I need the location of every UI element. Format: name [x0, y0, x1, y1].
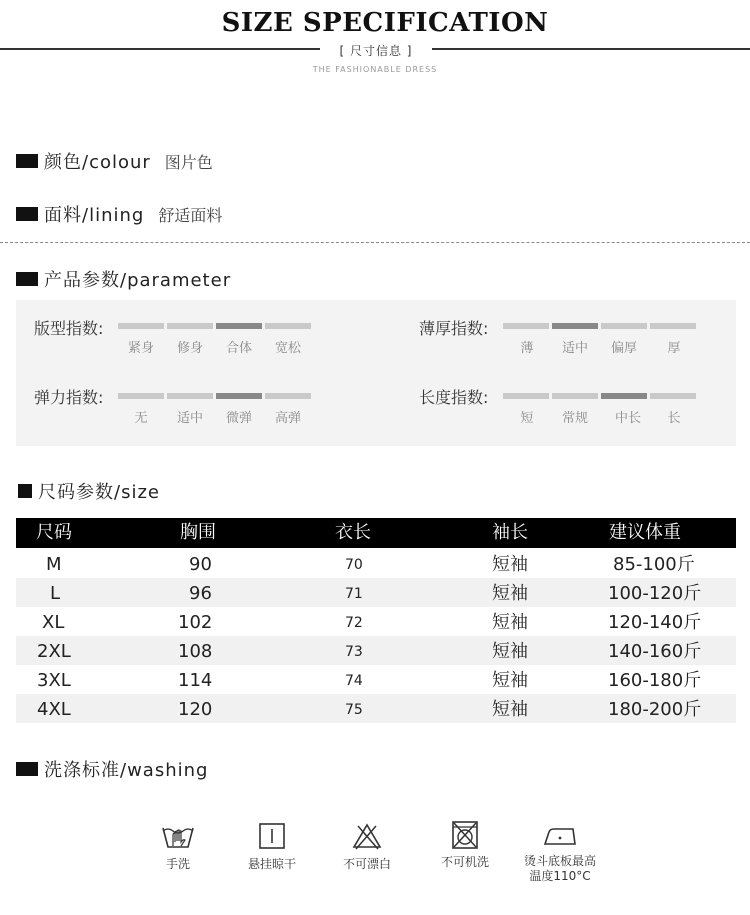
- scale-segment: [503, 393, 549, 399]
- scale-option: 修身: [176, 341, 203, 356]
- cell-length: 73: [345, 644, 363, 660]
- cell-sleeve: 短袖: [492, 699, 528, 720]
- header-sleeve: 袖长: [492, 522, 528, 543]
- cell-weight: 180-200斤: [608, 699, 702, 720]
- scale-option: 短: [520, 411, 534, 426]
- cell-size: 4XL: [37, 699, 71, 720]
- lining-label: 面料/lining: [44, 205, 145, 226]
- cell-length: 72: [345, 615, 363, 631]
- cell-weight: 140-160斤: [608, 641, 702, 662]
- wash-item-hand-wash: [133, 822, 223, 872]
- cell-size: 2XL: [37, 641, 71, 662]
- table-row: [16, 694, 736, 723]
- header-rule-right: [432, 48, 750, 50]
- page-title: SIZE SPECIFICATION: [221, 8, 549, 38]
- washing-label: 洗涤标准/washing: [44, 760, 209, 781]
- cell-weight: 85-100斤: [613, 554, 695, 575]
- scale-segment: [650, 323, 696, 329]
- cell-length: 70: [345, 557, 363, 573]
- parameter-section: [16, 266, 231, 292]
- iron-icon: [541, 824, 579, 848]
- colour-label: 颜色/colour: [44, 152, 151, 173]
- scale-segment: [601, 323, 647, 329]
- cell-length: 74: [345, 673, 363, 689]
- scale-label: 弹力指数:: [34, 388, 104, 407]
- header-chest: 胸围: [180, 522, 216, 543]
- scale-option: 微弹: [225, 411, 252, 426]
- scale-segment: [265, 393, 311, 399]
- bullet-square: [16, 207, 38, 221]
- cell-size: L: [50, 583, 61, 604]
- table-header: [16, 518, 736, 548]
- table-row: [16, 665, 736, 694]
- scale-option: 厚: [667, 341, 681, 356]
- table-row: [16, 636, 736, 665]
- bullet-square: [16, 762, 38, 776]
- scale-segment: [265, 323, 311, 329]
- scale-segment: [216, 393, 262, 399]
- bullet-square: [16, 272, 38, 286]
- table-row: [16, 607, 736, 636]
- scale-option: 宽松: [274, 341, 301, 356]
- parameter-panel: [16, 300, 736, 446]
- page-tagline: THE FASHIONABLE DRESS: [312, 65, 438, 74]
- wash-item-hang-dry: [227, 822, 317, 872]
- cell-sleeve: 短袖: [492, 554, 528, 575]
- size-label: 尺码参数/size: [38, 482, 160, 503]
- scale-option: 适中: [561, 341, 588, 356]
- lining-value: 舒适面料: [158, 205, 223, 225]
- wash-label: 不可机洗: [440, 855, 489, 869]
- scale-segment: [118, 323, 164, 329]
- bullet-square: [16, 154, 38, 168]
- hand-wash-icon: [161, 822, 195, 850]
- cell-weight: 120-140斤: [608, 612, 702, 633]
- cell-sleeve: 短袖: [492, 583, 528, 604]
- wash-label: 烫斗底板最高 温度110°C: [523, 854, 596, 883]
- cell-chest: 108: [178, 641, 213, 662]
- scale-segment: [216, 323, 262, 329]
- cell-sleeve: 短袖: [492, 641, 528, 662]
- scale-option: 长: [667, 411, 681, 426]
- scale-option: 常规: [561, 411, 588, 426]
- scale-option: 适中: [176, 411, 203, 426]
- scale-option: 高弹: [274, 411, 301, 426]
- header-weight: 建议体重: [609, 522, 681, 543]
- cell-chest: 102: [178, 612, 213, 633]
- hang-dry-icon: [257, 822, 287, 850]
- scale-option: 无: [134, 411, 148, 426]
- lining-section: [16, 201, 222, 227]
- scale-segment: [601, 393, 647, 399]
- wash-label: 手洗: [165, 857, 190, 871]
- wash-label: 不可漂白: [342, 857, 391, 871]
- washing-section: [16, 756, 208, 782]
- cell-sleeve: 短袖: [492, 670, 528, 691]
- scale-segment: [167, 393, 213, 399]
- scale-segment: [118, 393, 164, 399]
- cell-chest: 96: [189, 583, 212, 604]
- cell-size: 3XL: [37, 670, 71, 691]
- scale-segment: [503, 323, 549, 329]
- cell-size: M: [46, 554, 62, 575]
- section-divider: [0, 242, 750, 243]
- cell-weight: 100-120斤: [608, 583, 702, 604]
- no-machine-wash-icon: [450, 820, 480, 850]
- scale-segment: [552, 323, 598, 329]
- table-row: [16, 549, 736, 578]
- scale-option: 合体: [225, 341, 252, 356]
- parameter-label: 产品参数/parameter: [44, 270, 232, 291]
- cell-chest: 114: [178, 670, 213, 691]
- size-section: [18, 478, 160, 504]
- scale-option: 薄: [520, 341, 534, 356]
- cell-chest: 120: [178, 699, 213, 720]
- scale-label: 版型指数:: [34, 319, 104, 338]
- no-bleach-icon: [351, 822, 383, 850]
- cell-weight: 160-180斤: [608, 670, 702, 691]
- header-length: 衣长: [335, 522, 371, 543]
- wash-item-no-bleach: [322, 822, 412, 872]
- page-subtitle: [ 尺寸信息 ]: [339, 44, 413, 58]
- scale-option: 紧身: [127, 341, 154, 356]
- scale-label: 薄厚指数:: [419, 319, 489, 338]
- wash-item-no-machine-wash: [420, 820, 510, 870]
- wash-label: 悬挂晾干: [247, 857, 296, 871]
- scale-option: 偏厚: [610, 341, 637, 356]
- cell-size: XL: [42, 612, 65, 633]
- header-rule-left: [0, 48, 320, 50]
- cell-sleeve: 短袖: [492, 612, 528, 633]
- scale-label: 长度指数:: [419, 388, 489, 407]
- cell-length: 75: [345, 702, 363, 718]
- colour-value: 图片色: [164, 152, 213, 172]
- header-size: 尺码: [36, 522, 72, 543]
- colour-section: [16, 148, 213, 174]
- wash-item-iron: [515, 824, 605, 884]
- table-row: [16, 578, 736, 607]
- cell-chest: 90: [189, 554, 212, 575]
- scale-segment: [552, 393, 598, 399]
- cell-length: 71: [345, 586, 363, 602]
- scale-segment: [650, 393, 696, 399]
- scale-segment: [167, 323, 213, 329]
- bullet-square: [18, 484, 32, 498]
- scale-option: 中长: [614, 411, 641, 426]
